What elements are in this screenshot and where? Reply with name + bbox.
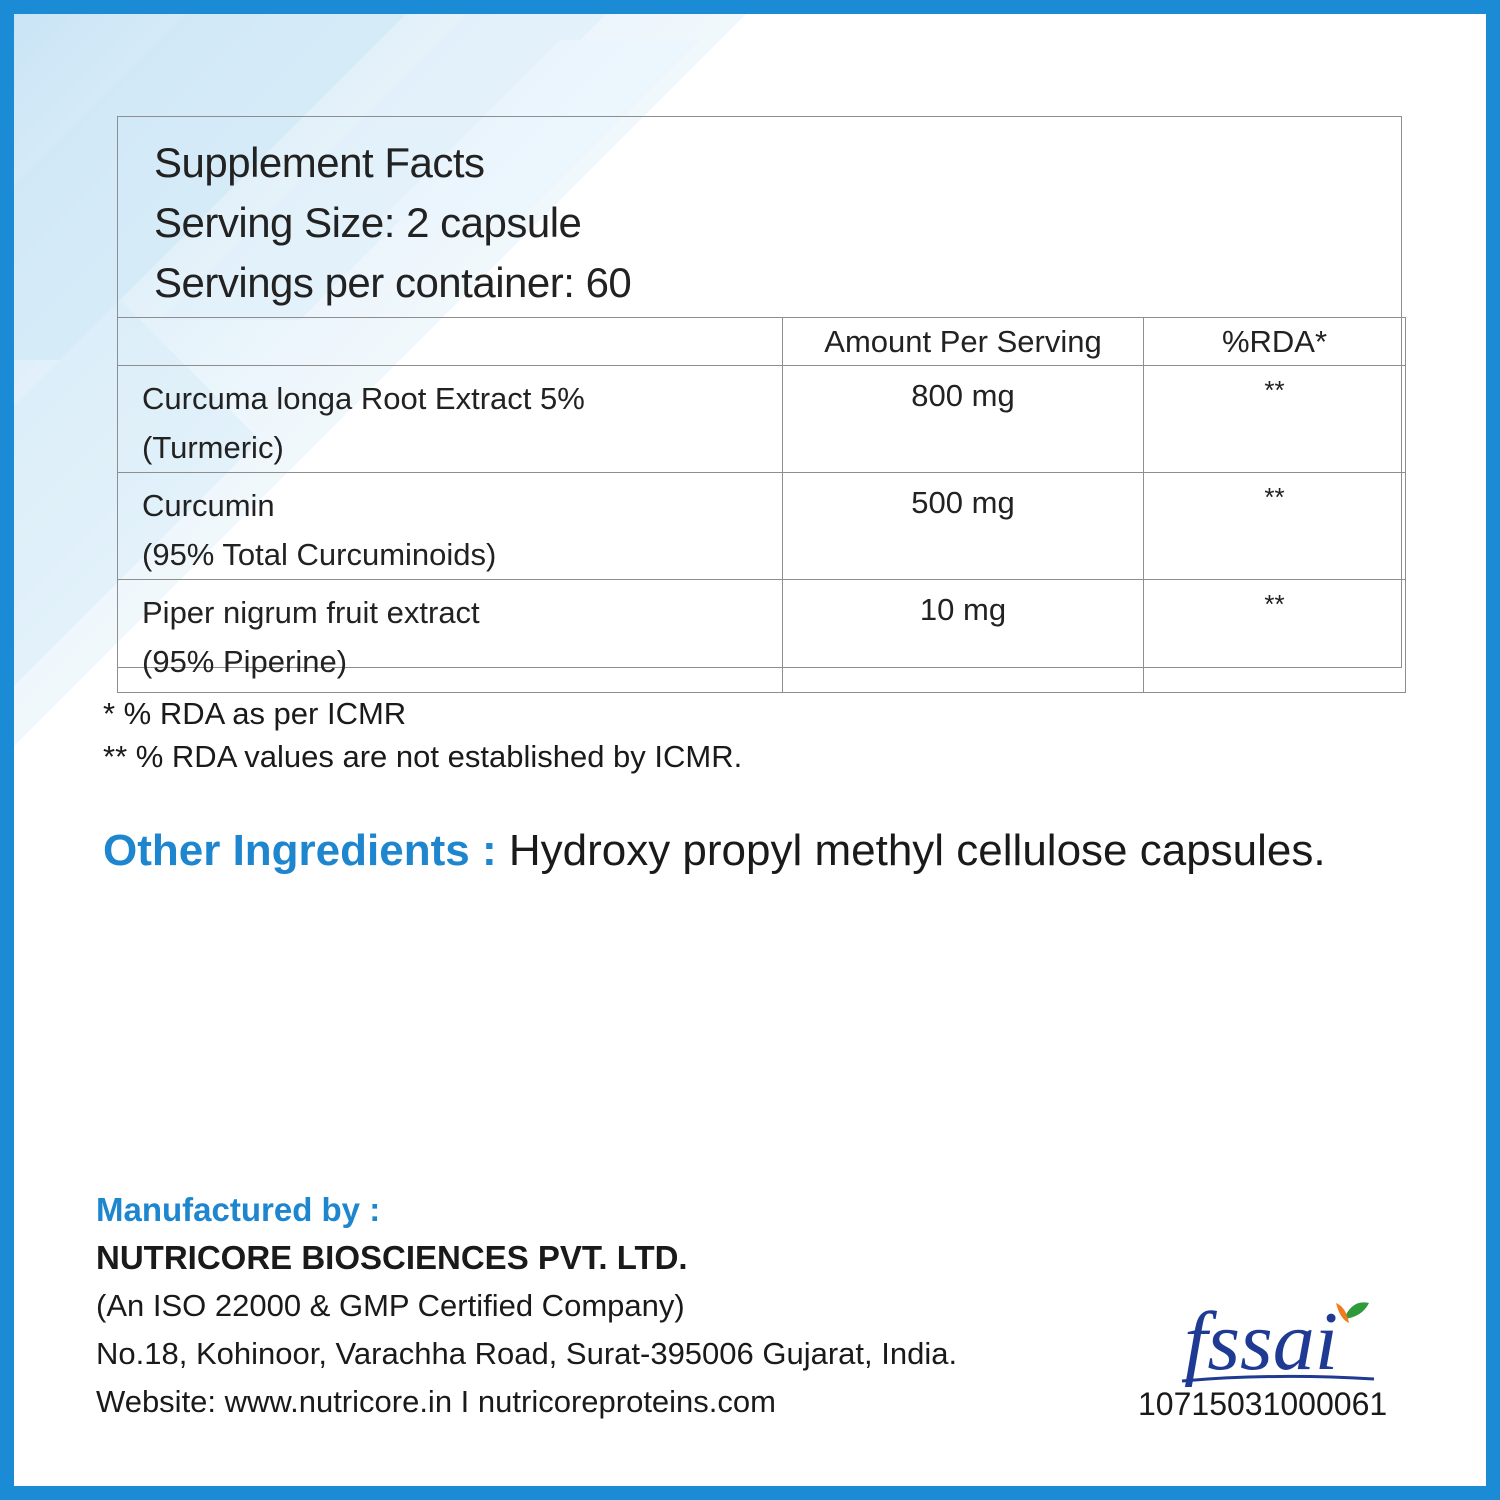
ingredient-rda: ** [1144, 366, 1406, 473]
table-row [118, 366, 1406, 473]
ingredient-rda: ** [1144, 580, 1406, 693]
table-row [118, 473, 1406, 580]
supplement-facts-box [117, 116, 1402, 679]
facts-header [154, 133, 631, 313]
ingredient-name-line2: (95% Piperine) [142, 644, 348, 679]
other-ingredients-label: Other Ingredients : [103, 826, 497, 875]
footnote-1: * % RDA as per ICMR [103, 696, 407, 731]
facts-title: Supplement Facts [154, 139, 485, 186]
ingredients-table [117, 317, 1406, 693]
fssai-license-number: 10715031000061 [1138, 1386, 1388, 1422]
ingredient-name-line2: (Turmeric) [142, 430, 284, 465]
footnotes [103, 692, 742, 778]
manufacturer-label: Manufactured by : [96, 1191, 381, 1228]
footnote-2: ** % RDA values are not established by ICMR. [103, 739, 743, 774]
manufacturer-block [96, 1186, 957, 1426]
fssai-logo-icon [1174, 1289, 1384, 1394]
header-rda: %RDA* [1144, 318, 1406, 366]
ingredient-rda: ** [1144, 473, 1406, 580]
fssai-logo-text: fssai [1184, 1295, 1339, 1388]
header-amount: Amount Per Serving [783, 318, 1144, 366]
manufacturer-website: Website: www.nutricore.in I nutricoreproteins.com [96, 1384, 776, 1419]
other-ingredients-value: Hydroxy propyl methyl cellulose capsules. [508, 826, 1326, 875]
servings-per-container: Servings per container: 60 [154, 259, 632, 306]
ingredient-name-line2: (95% Total Curcuminoids) [142, 537, 497, 572]
manufacturer-company: NUTRICORE BIOSCIENCES PVT. LTD. [96, 1239, 688, 1276]
ingredient-name [118, 580, 783, 693]
manufacturer-certification: (An ISO 22000 & GMP Certified Company) [96, 1288, 685, 1323]
serving-size: Serving Size: 2 capsule [154, 199, 582, 246]
ingredient-amount: 800 mg [783, 366, 1144, 473]
ingredient-name-line1: Piper nigrum fruit extract [142, 595, 480, 630]
table-header-row [118, 318, 1406, 366]
manufacturer-address: No.18, Kohinoor, Varachha Road, Surat-395006 Gujarat, India. [96, 1336, 958, 1371]
table-row [118, 580, 1406, 693]
ingredient-name-line1: Curcumin [142, 488, 275, 523]
ingredient-name [118, 366, 783, 473]
ingredient-amount: 500 mg [783, 473, 1144, 580]
other-ingredients [103, 826, 1326, 876]
ingredient-amount: 10 mg [783, 580, 1144, 693]
ingredient-name [118, 473, 783, 580]
ingredient-name-line1: Curcuma longa Root Extract 5% [142, 381, 585, 416]
header-ingredient [118, 318, 783, 366]
